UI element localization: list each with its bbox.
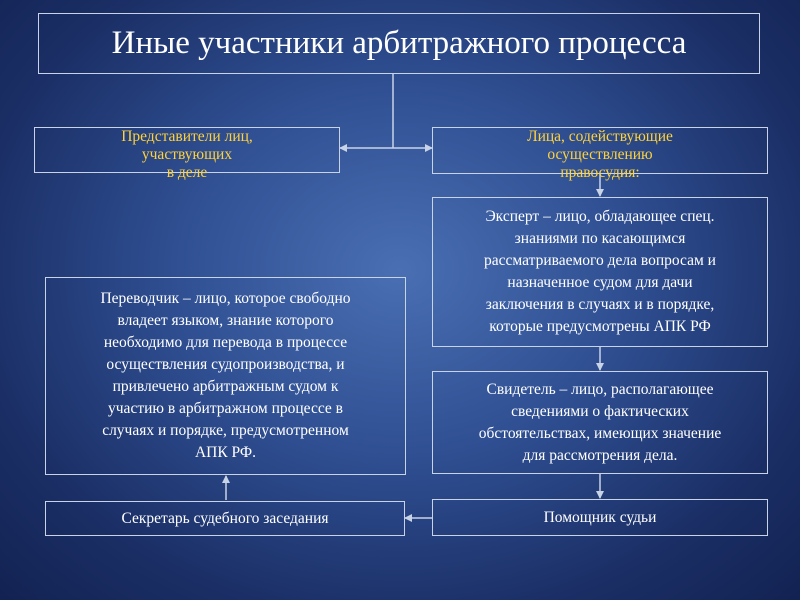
left-header-box: [34, 127, 340, 181]
left-header-label: Представители лиц, участвующих в деле: [121, 128, 253, 181]
right-header-box: [432, 127, 768, 181]
translator-box: [45, 277, 406, 475]
secretary-box: [45, 501, 405, 536]
witness-text: Свидетель – лицо, располагающее сведениями о фактических обстоятельствах, имеющих значение для рассмотрения дела.: [478, 380, 722, 464]
expert-text: Эксперт – лицо, обладающее спец. знаниями по касающимся рассматриваемого дела вопросам и назначенное судом для дачи заключения в случаях и в порядке, которые предусмотрены АПК РФ: [484, 208, 716, 335]
expert-box: [432, 197, 768, 347]
secretary-text: Секретарь судебного заседания: [121, 509, 329, 527]
assistant-box: [432, 499, 768, 536]
right-header-label: Лица, содействующие осуществлению правосудия:: [527, 128, 673, 181]
witness-box: [432, 371, 768, 474]
page-title: Иные участники арбитражного процесса: [38, 13, 760, 74]
assistant-text: Помощник судьи: [543, 508, 657, 526]
translator-text: Переводчик – лицо, которое свободно владеет языком, знание которого необходимо для перевода в процессе осуществления судопроизводства, и привлечено арбитражным судом к участию в арбитражном процессе в случаях и порядке, предусмотренном АПК РФ.: [100, 290, 351, 461]
